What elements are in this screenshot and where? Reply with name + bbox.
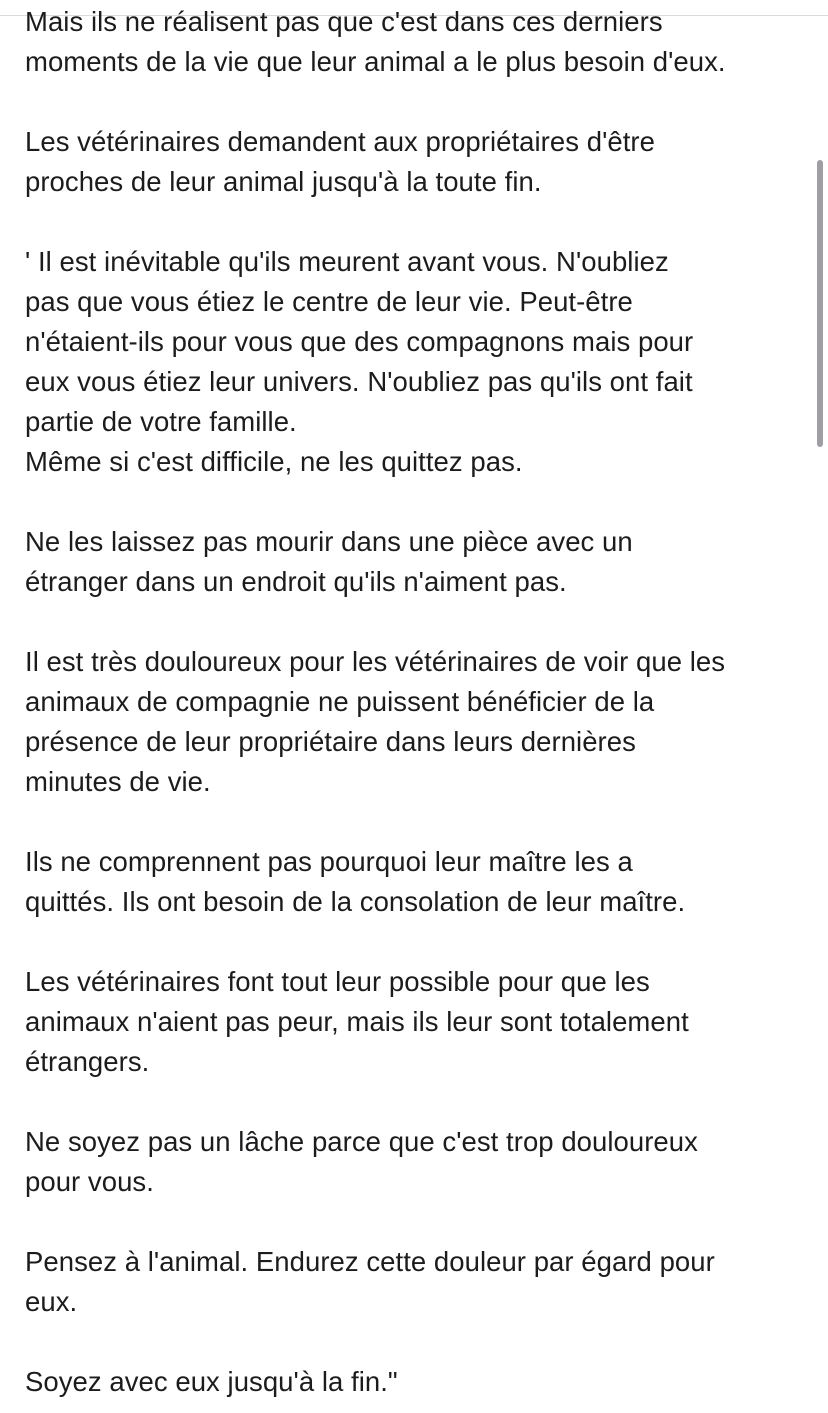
- post-paragraph: [25, 122, 810, 202]
- paragraph-gap: [25, 1322, 810, 1362]
- post-paragraph: [25, 242, 810, 482]
- post-paragraph: [25, 1242, 810, 1322]
- text-line: Pensez à l'animal. Endurez cette douleur par égard pour: [25, 1246, 715, 1277]
- text-line: présence de leur propriétaire dans leurs dernières: [25, 726, 636, 757]
- post-paragraph: [25, 1362, 810, 1402]
- text-line: partie de votre famille.: [25, 406, 297, 437]
- text-line: pour vous.: [25, 1166, 154, 1197]
- text-line: Ne les laissez pas mourir dans une pièce avec un: [25, 526, 633, 557]
- text-line: étrangers.: [25, 1046, 150, 1077]
- post-paragraph: [25, 522, 810, 602]
- post-paragraph: [25, 2, 810, 82]
- text-line: animaux n'aient pas peur, mais ils leur sont totalement: [25, 1006, 689, 1037]
- paragraph-gap: [25, 1202, 810, 1242]
- text-line: pas que vous étiez le centre de leur vie. Peut-être: [25, 286, 633, 317]
- paragraph-gap: [25, 922, 810, 962]
- text-line: Les vétérinaires font tout leur possible pour que les: [25, 966, 650, 997]
- text-line: ' Il est inévitable qu'ils meurent avant vous. N'oubliez: [25, 246, 669, 277]
- text-line: Soyez avec eux jusqu'à la fin.": [25, 1366, 398, 1397]
- text-line: Il est très douloureux pour les vétérinaires de voir que les: [25, 646, 726, 677]
- text-line: moments de la vie que leur animal a le plus besoin d'eux.: [25, 46, 726, 77]
- post-body-text: [25, 2, 810, 1402]
- text-line: n'étaient-ils pour vous que des compagnons mais pour: [25, 326, 694, 357]
- post-paragraph: [25, 1122, 810, 1202]
- paragraph-gap: [25, 802, 810, 842]
- text-line: quittés. Ils ont besoin de la consolation de leur maître.: [25, 886, 686, 917]
- text-line: eux.: [25, 1286, 78, 1317]
- text-line: animaux de compagnie ne puissent bénéficier de la: [25, 686, 655, 717]
- paragraph-gap: [25, 602, 810, 642]
- vertical-scrollbar[interactable]: [817, 160, 823, 447]
- post-paragraph: [25, 962, 810, 1082]
- text-line: proches de leur animal jusqu'à la toute fin.: [25, 166, 542, 197]
- text-line: Les vétérinaires demandent aux propriétaires d'être: [25, 126, 655, 157]
- text-line: étranger dans un endroit qu'ils n'aiment pas.: [25, 566, 567, 597]
- text-line: minutes de vie.: [25, 766, 211, 797]
- paragraph-gap: [25, 482, 810, 522]
- paragraph-gap: [25, 202, 810, 242]
- paragraph-gap: [25, 1082, 810, 1122]
- text-line: eux vous étiez leur univers. N'oubliez pas qu'ils ont fait: [25, 366, 693, 397]
- text-line: Ne soyez pas un lâche parce que c'est trop douloureux: [25, 1126, 698, 1157]
- text-line: Ils ne comprennent pas pourquoi leur maître les a: [25, 846, 633, 877]
- post-paragraph: [25, 642, 810, 802]
- post-paragraph: [25, 842, 810, 922]
- text-line: Mais ils ne réalisent pas que c'est dans ces derniers: [25, 6, 663, 37]
- paragraph-gap: [25, 82, 810, 122]
- text-line: Même si c'est difficile, ne les quittez pas.: [25, 446, 523, 477]
